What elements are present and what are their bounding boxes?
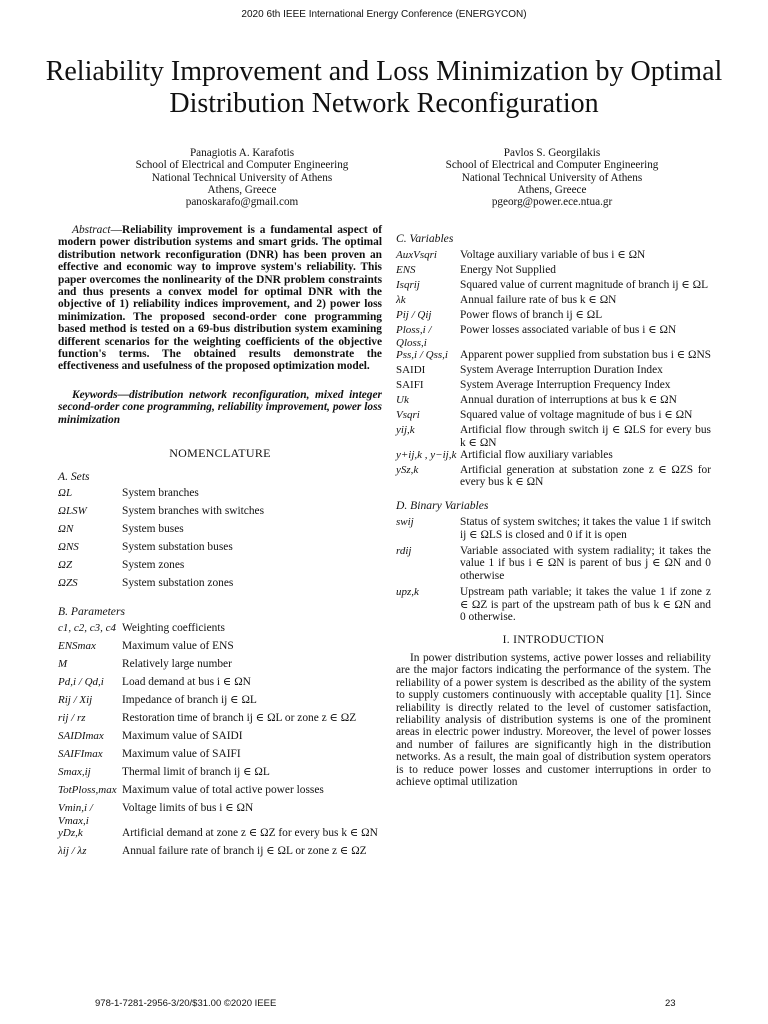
abstract-text: Reliability improvement is a fundamental aspect of modern power distribution systems and smart grids. The optimal distribution network reconfiguration (DNR) has been proven an effective and economic way to improve system's reliability. This paper overcomes the nonlinearity of the DNR problem constraints and thus presents a convex model for optimal DNR with the objective of 1) reliability indices improvement, and 2) power loss minimization. The proposed second-order cone programming based method is tested on a 69-bus distribution system examining different scenarios for the weighting coefficients of the objective function's terms. The obtained results demonstrate the effectiveness and usefulness of the proposed optimization model. [58,224,382,373]
definition: Power flows of branch ij ∈ ΩL [460,309,603,322]
paper-title: Reliability Improvement and Loss Minimization by Optimal Distribution Network Reconfiguration [45,56,723,119]
list-item [58,577,382,595]
symbol: upz,k [396,586,419,599]
symbol: rdij [396,545,412,558]
definition: Annual failure rate of bus k ∈ ΩN [460,294,617,307]
definition: Upstream path variable; it takes the value 1 if zone z ∈ ΩZ is part of the upstream path of bus k ∈ ΩN and 0 otherwise. [460,586,711,624]
definition: Relatively large number [122,658,232,671]
list-item [58,730,382,748]
left-column [58,224,382,863]
abstract-label: Abstract [72,224,111,236]
definition: System Average Interruption Duration Index [460,364,663,377]
list-item [396,409,711,424]
right-column [396,224,711,788]
definition: Annual failure rate of branch ij ∈ ΩL or zone z ∈ ΩZ [122,845,367,858]
list-item [58,712,382,730]
definition: Restoration time of branch ij ∈ ΩL or zone z ∈ ΩZ [122,712,357,725]
definition: Impedance of branch ij ∈ ΩL [122,694,257,707]
symbol: Smax,ij [58,766,91,779]
definition: System substation zones [122,576,234,589]
symbol: λij / λz [58,845,87,858]
definition: Voltage auxiliary variable of bus i ∈ ΩN [460,249,646,262]
symbol: ΩZ [58,558,73,571]
author-name: Pavlos S. Georgilakis [503,147,601,159]
list-item [58,505,382,523]
list-item [396,379,711,394]
variables-list [396,249,711,488]
nomenclature-heading: NOMENCLATURE [169,446,271,461]
symbol: yij,k [396,424,415,437]
symbol: Uk [396,394,409,407]
symbol: ΩL [58,486,73,499]
page-number: 23 [665,998,676,1009]
definition: Status of system switches; it takes the value 1 if switch ij ∈ ΩLS is closed and 0 if it is open [460,516,711,541]
list-item [396,424,711,449]
definition: Apparent power supplied from substation bus i ∈ ΩNS [460,349,712,362]
list-item [58,541,382,559]
list-item [396,294,711,309]
list-item [58,766,382,784]
symbol: rij / rz [58,712,86,725]
definition: System branches with switches [122,504,265,517]
list-item [58,676,382,694]
list-item [58,559,382,577]
sets-heading: A. Sets [58,469,90,483]
symbol: ΩN [58,522,74,535]
definition: System Average Interruption Frequency Index [460,379,671,392]
definition: Weighting coefficients [122,622,225,635]
author-city: Athens, Greece [207,183,277,196]
parameters-heading: B. Parameters [58,604,125,618]
author-email: panoskarafo@gmail.com [185,196,299,209]
list-item [58,845,382,863]
list-item [396,249,711,264]
definition: Power losses associated variable of bus i ∈ ΩN [460,324,677,337]
definition: System substation buses [122,540,233,553]
author-block-1 [92,147,392,208]
definition: Artificial generation at substation zone z ∈ ΩZS for every bus k ∈ ΩN [460,464,711,489]
symbol: Vsqri [396,409,420,422]
author-name: Panagiotis A. Karafotis [189,147,295,159]
definition: Squared value of current magnitude of branch ij ∈ ΩL [460,279,709,292]
keywords-label: Keywords [72,388,118,401]
keywords-text: distribution network reconfiguration, mixed integer second-order cone programming, reliability improvement, power loss minimization [58,388,382,426]
symbol: Vmin,i / Vmax,i [58,802,93,827]
symbol: ΩZS [58,576,78,589]
binary-variables-list [396,516,711,623]
list-item [58,694,382,712]
symbol: ΩLSW [58,504,87,517]
symbol: ENS [396,264,416,277]
list-item [58,640,382,658]
list-item [58,523,382,541]
introduction-text: In power distribution systems, active power losses and reliability are the major factors indicating the performance of the system. The reliability of a power system is described as the ability of the system to supply customers continuously with acceptable quality [1]. Since reliability is directly related to the level of customer satisfaction, reliability analysis of distribution systems is one of the prominent areas in electric power industry. Moreover, the level of power losses and number of failures are significantly high in the distribution networks. As a result, the main goal of distribution system operators is to reduce power losses and customer interruptions in order to achieve optimal utilization [396,651,711,788]
sets-list [58,487,382,595]
symbol: Ploss,i / Qloss,i [396,324,432,349]
definition: Maximum value of total active power losses [122,784,324,797]
abstract: Abstract—Reliability improvement is a fundamental aspect of modern power distribution systems and smart grids. The optimal distribution network reconfiguration (DNR) has been proven an effective and economic way to improve system's reliability. This paper overcomes the nonlinearity of the DNR problem constraints and thus presents a convex model for optimal DNR with the objective of 1) reliability indices improvement, and 2) power loss minimization. The proposed second-order cone programming based method is tested on a 69-bus distribution system examining different scenarios for the weighting coefficients of the objective function's terms. The obtained results demonstrate the effectiveness and usefulness of the proposed optimization model. [58,224,382,373]
symbol: SAIFI [396,379,424,392]
author-email: pgeorg@power.ece.ntua.gr [491,196,613,209]
author-dept: School of Electrical and Computer Engineering [445,159,659,172]
list-item [396,264,711,279]
list-item [396,545,711,582]
list-item [58,658,382,676]
variables-heading: C. Variables [396,232,454,245]
definition: Thermal limit of branch ij ∈ ΩL [122,766,270,779]
introduction-heading: I. INTRODUCTION [502,632,605,646]
definition: Artificial flow auxiliary variables [460,449,613,462]
symbol: SAIDImax [58,730,104,743]
list-item [396,516,711,541]
definition: Load demand at bus i ∈ ΩN [122,676,251,689]
symbol: swij [396,516,414,529]
symbol: Pss,i / Qss,i [396,349,448,362]
definition: Maximum value of SAIDI [122,730,243,743]
list-item [58,487,382,505]
list-item [58,827,382,845]
conference-header: 2020 6th IEEE International Energy Conference (ENERGYCON) [241,9,527,20]
symbol: Pij / Qij [396,309,432,322]
symbol: AuxVsqri [396,249,437,262]
symbol: Isqrij [396,279,420,292]
list-item [396,349,711,364]
list-item [396,279,711,294]
symbol: ySz,k [396,464,419,477]
keywords: Keywords—distribution network reconfiguration, mixed integer second-order cone programming, reliability improvement, power loss minimization [58,388,382,426]
list-item [58,748,382,766]
definition: System buses [122,522,184,535]
binary-variables-heading: D. Binary Variables [396,498,489,512]
author-block-2 [402,147,702,208]
list-item [58,622,382,640]
author-univ: National Technical University of Athens [151,171,333,184]
symbol: ENSmax [58,640,96,653]
symbol: ΩNS [58,540,79,553]
symbol: y+ij,k , y−ij,k [396,449,457,462]
author-dept: School of Electrical and Computer Engineering [135,159,349,172]
list-item [396,394,711,409]
definition: Artificial flow through switch ij ∈ ΩLS for every bus k ∈ ΩN [460,424,711,449]
symbol: TotPloss,max [58,784,117,797]
definition: Voltage limits of bus i ∈ ΩN [122,802,254,815]
symbol: Rij / Xij [58,694,93,707]
symbol: Pd,i / Qd,i [58,676,104,689]
author-city: Athens, Greece [517,183,587,196]
copyright-footer: 978-1-7281-2956-3/20/$31.00 ©2020 IEEE [95,998,277,1009]
definition: Squared value of voltage magnitude of bus i ∈ ΩN [460,409,693,422]
definition: Maximum value of SAIFI [122,748,241,761]
list-item [58,784,382,802]
list-item [396,586,711,623]
symbol: yDz,k [58,827,83,840]
list-item [58,802,382,827]
list-item [396,464,711,489]
symbol: SAIFImax [58,748,103,761]
list-item [396,449,711,464]
definition: Variable associated with system radiality; it takes the value 1 if bus i ∈ ΩN is parent of bus j ∈ ΩN and 0 otherwise [460,545,711,582]
list-item [396,309,711,324]
parameters-list [58,622,382,863]
definition: Maximum value of ENS [122,640,234,653]
definition: System zones [122,558,185,571]
definition: Annual duration of interruptions at bus k ∈ ΩN [460,394,677,407]
list-item [396,324,711,349]
symbol: M [58,658,68,671]
symbol: c1, c2, c3, c4 [58,622,117,635]
symbol: SAIDI [396,364,426,377]
definition: Artificial demand at zone z ∈ ΩZ for every bus k ∈ ΩN [122,827,378,840]
list-item [396,364,711,379]
definition: Energy Not Supplied [460,264,556,277]
symbol: λk [396,294,406,307]
definition: System branches [122,486,199,499]
author-univ: National Technical University of Athens [461,171,643,184]
